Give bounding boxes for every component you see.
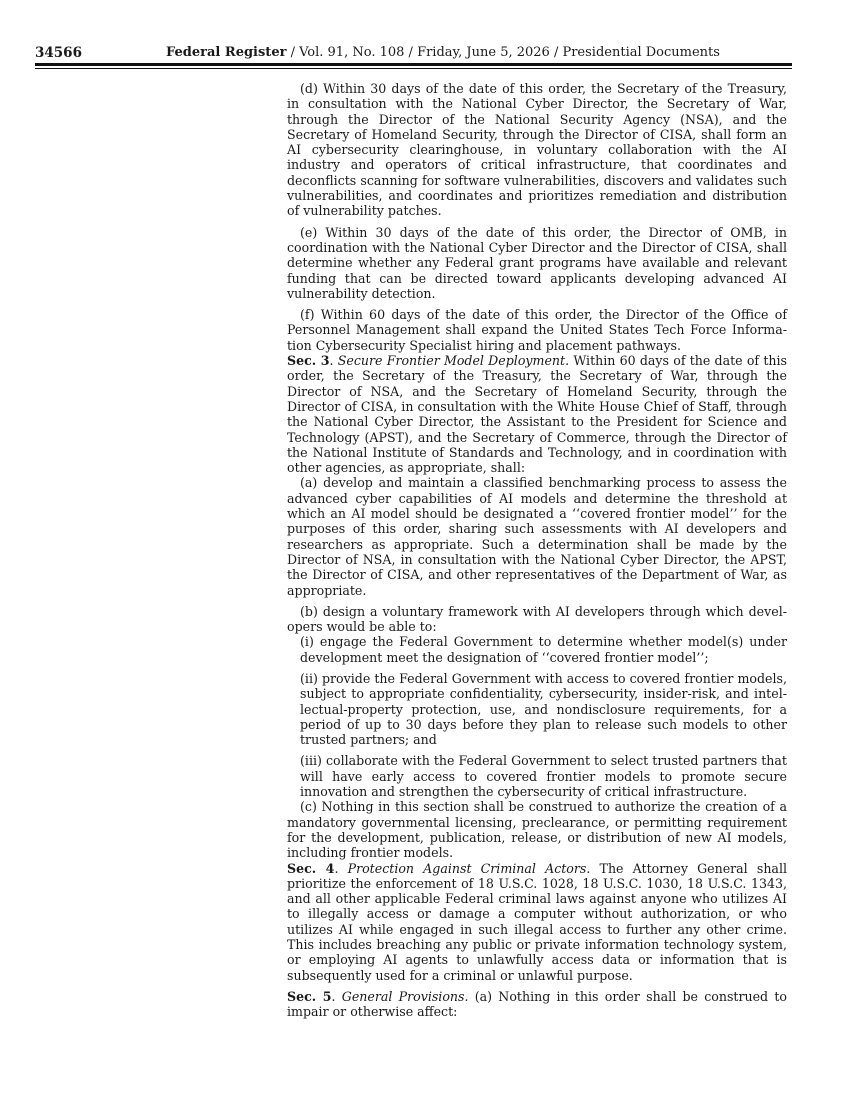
running-header [35, 42, 792, 62]
document-section: Presidential Documents [562, 45, 720, 60]
volume-info: Vol. 91, No. 108 [299, 45, 405, 60]
paragraph-3b: (b) design a voluntary framework with AI developers through which developers would be able to: [287, 603, 787, 635]
publication-name: Federal Register [166, 45, 287, 60]
paragraph-3b-iii: (iii) collaborate with the Federal Government to select trusted partners that will have early access to covered frontier models to promote secure innovation and strengthen the cybersecurity of critical infrastructure. [300, 753, 787, 800]
paragraph-3b-i: (i) engage the Federal Government to determine whether model(s) under development meet the designation of ‘‘covered frontier model’’; [300, 634, 787, 665]
section-4-label: Sec. 4 [287, 860, 335, 876]
section-5-label: Sec. 5 [287, 988, 332, 1004]
paragraph-3a: (a) develop and maintain a classified benchmarking process to assess the advanced cyber capabilities of AI models and determine the threshold at which an AI model should be designated a ‘‘covered frontier model’’ for the purposes of this order, sharing such assessments with AI developers and researchers as appropriate. Such a determination shall be made by the Director of NSA, in consultation with the National Cyber Director, the APST, the Director of CISA, and other representatives of the Department of War, as appropriate. [287, 475, 787, 598]
header-rule-thin [35, 68, 792, 69]
document-body [287, 81, 787, 1020]
section-3-label: Sec. 3 [287, 353, 330, 369]
section-3-title: Secure Frontier Model Deployment. [337, 353, 570, 369]
section-3-paragraph: Sec. 3. Secure Frontier Model Deployment. Within 60 days of the date of this order, the Secretary of the Treasury, the Secretary of War, through the Director of NSA, and the Secretary of Homeland Security, through the Director of CISA, in consultation with the White House Chief of Staff, through the National Cyber Director, the Assistant to the President for Science and Technology (APST), and the Secretary of Commerce, through the Director of the National Institute of Standards and Technology, and in coordination with other agencies, as appropriate, shall: [287, 353, 787, 476]
section-5-paragraph: Sec. 5. General Provisions. (a) Nothing in this order shall be construed to impair or otherwise affect: [287, 988, 787, 1020]
paragraph-3b-ii: (ii) provide the Federal Government with access to covered frontier models, subject to appropriate confidentiality, cybersecurity, insider-risk, and intellectual-property protection, use, and nondisclosure requirements, for a period of up to 30 days before they plan to release such models to other trusted partners; and [300, 670, 787, 748]
paragraph-3c: (c) Nothing in this section shall be construed to authorize the creation of a mandatory governmental licensing, preclearance, or permitting requirement for the development, publication, release, or distribution of new AI models, including frontier models. [287, 799, 787, 861]
header-rule-thick [35, 63, 792, 66]
section-3-text: Within 60 days of the date of this order, the Secretary of the Treasury, the Secretary of War, through the Director of NSA, and the Secretary of Homeland Security, through the Director of CISA, in consultation with the White House Chief of Staff, through the National Cyber Director, the Assistant to the President for Science and Technology (APST), and the Secretary of Commerce, through the Director of the National Institute of Standards and Technology, and in coordination with other agencies, as appropriate, shall: [287, 353, 787, 476]
section-5-text: (a) Nothing in this order shall be construed to impair or otherwise affect: [287, 988, 787, 1020]
section-5-title: General Provisions. [341, 988, 469, 1004]
section-4-paragraph: Sec. 4. Protection Against Criminal Actors. The Attorney General shall prioritize the enforcement of 18 U.S.C. 1028, 18 U.S.C. 1030, 18 U.S.C. 1343, and all other applicable Federal criminal laws against anyone who utilizes AI to illegally access or damage a computer without authorization, or who utilizes AI while engaged in such illegal access to further any other crime. This includes breaching any public or private information technology system, or employing AI agents to unlawfully access data or information that is subsequently used for a criminal or unlawful purpose. [287, 860, 787, 983]
paragraph-2d: (d) Within 30 days of the date of this order, the Secretary of the Treasury, in consultation with the National Cyber Director, the Secretary of War, through the Director of the National Security Agency (NSA), and the Secretary of Homeland Security, through the Director of CISA, shall form an AI cybersecurity clearinghouse, in voluntary collaboration with the AI industry and operators of critical infrastructure, that coordinates and deconflicts scanning for software vulnerabilities, discovers and validates such vulnerabilities, and coordinates and prioritizes remediation and distribution of vulnerability patches. [287, 81, 787, 219]
paragraph-2e: (e) Within 30 days of the date of this order, the Director of OMB, in coordination with the National Cyber Director and the Director of CISA, shall determine whether any Federal grant programs have available and relevant funding that can be directed toward applicants developing advanced AI vulnerability detection. [287, 224, 787, 301]
section-4-title: Protection Against Criminal Actors. [347, 860, 591, 876]
section-4-text: The Attorney General shall prioritize the enforcement of 18 U.S.C. 1028, 18 U.S.C. 1030, 18 U.S.C. 1343, and all other applicable Federal criminal laws against anyone who utilizes AI to illegally access or damage a computer without authorization, or who utilizes AI while engaged in such illegal access to further any other crime. This includes breaching any public or private information technology system, or employing AI agents to unlawfully access data or information that is subsequently used for a criminal or unlawful purpose. [287, 860, 787, 983]
page-number: 34566 [35, 45, 82, 61]
paragraph-2f: (f) Within 60 days of the date of this order, the Director of the Office of Personnel Management shall expand the United States Tech Force Information Cybersecurity Specialist hiring and placement pathways. [287, 307, 787, 353]
running-head-line: Federal Register / Vol. 91, No. 108 / Friday, June 5, 2026 / Presidential Documents [166, 45, 720, 60]
issue-date: Friday, June 5, 2026 [417, 45, 550, 60]
